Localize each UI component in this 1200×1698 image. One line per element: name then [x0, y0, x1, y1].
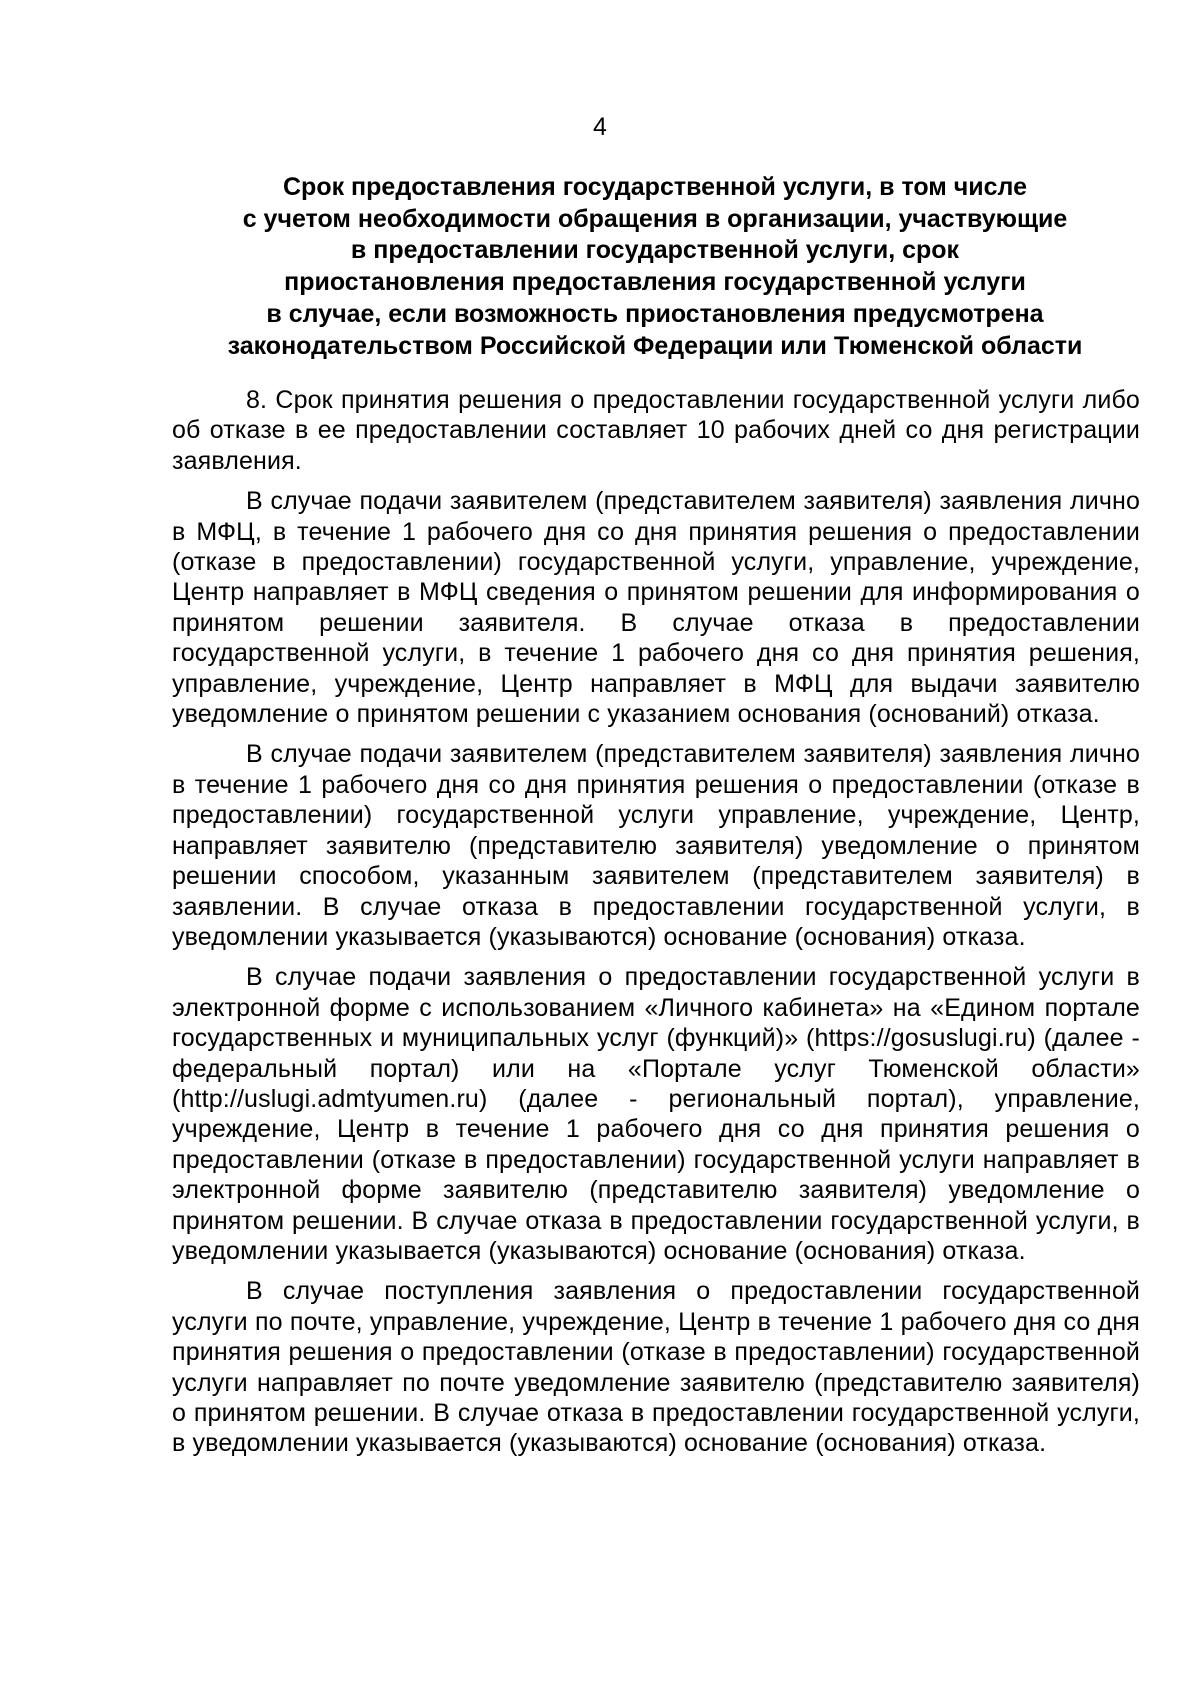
page-number: 4 — [593, 113, 607, 141]
paragraph-electronic-submission: В случае подачи заявления о предоставлении государственной услуги в электронной форме с использованием «Личного кабинета» на «Едином портале государственных и муниципальных услуг (функций)» (https://gosuslugi.ru) (далее - федеральный портал) или на «Портале услуг Тюменской области» (http://uslugi.admtyumen.ru) (далее - региональный портал), управление, учреждение, Центр в течение 1 рабочего дня со дня принятия решения о предоставлении (отказе в предоставлении) государственной услуги направляет в электронной форме заявителю (представителю заявителя) уведомление о принятом решении. В случае отказа в предоставлении государственной услуги, в уведомлении указывается (указываются) основание (основания) отказа. — [172, 963, 1140, 1265]
heading-line: приостановления предоставления государственной услуги — [284, 268, 1026, 297]
paragraph-term-8: 8. Срок принятия решения о предоставлении государственной услуги либо об отказе в ее предоставлении составляет 10 рабочих дней со дня регистрации заявления. — [172, 386, 1140, 475]
heading-line: с учетом необходимости обращения в организации, участвующие — [242, 204, 1068, 233]
heading-line: в предоставлении государственной услуги, срок — [350, 236, 960, 265]
section-heading — [170, 172, 1140, 362]
paragraph-mfc-submission: В случае подачи заявителем (представителем заявителя) заявления лично в МФЦ, в течение 1 рабочего дня со дня принятия решения о предоставлении (отказе в предоставлении) государственной услуги, управление, учреждение, Центр направляет в МФЦ сведения о принятом решении для информирования о принятом решении заявителя. В случае отказа в предоставлении государственной услуги, в течение 1 рабочего дня со дня принятия решения, управление, учреждение, Центр направляет в МФЦ для выдачи заявителю уведомление о принятом решении с указанием основания (оснований) отказа. — [172, 487, 1140, 729]
paragraph-personal-submission: В случае подачи заявителем (представителем заявителя) заявления лично в течение 1 рабочего дня со дня принятия решения о предоставлении (отказе в предоставлении) государственной услуги управление, учреждение, Центр, направляет заявителю (представителю заявителя) уведомление о принятом решении способом, указанным заявителем (представителем заявителя) в заявлении. В случае отказа в предоставлении государственной услуги, в уведомлении указывается (указываются) основание (основания) отказа. — [172, 740, 1140, 951]
heading-line: законодательством Российской Федерации или Тюменской области — [227, 331, 1083, 360]
body-text — [172, 385, 1140, 1469]
paragraph-postal-submission: В случае поступления заявления о предоставлении государственной услуги по почте, управление, учреждение, Центр в течение 1 рабочего дня со дня принятия решения о предоставлении (отказе в предоставлении) государственной услуги направляет по почте уведомление заявителю (представителю заявителя) о принятом решении. В случае отказа в предоставлении государственной услуги, в уведомлении указывается (указываются) основание (основания) отказа. — [172, 1277, 1140, 1458]
heading-line: в случае, если возможность приостановления предусмотрена — [266, 299, 1044, 328]
heading-line: Срок предоставления государственной услуги, в том числе — [283, 173, 1027, 201]
